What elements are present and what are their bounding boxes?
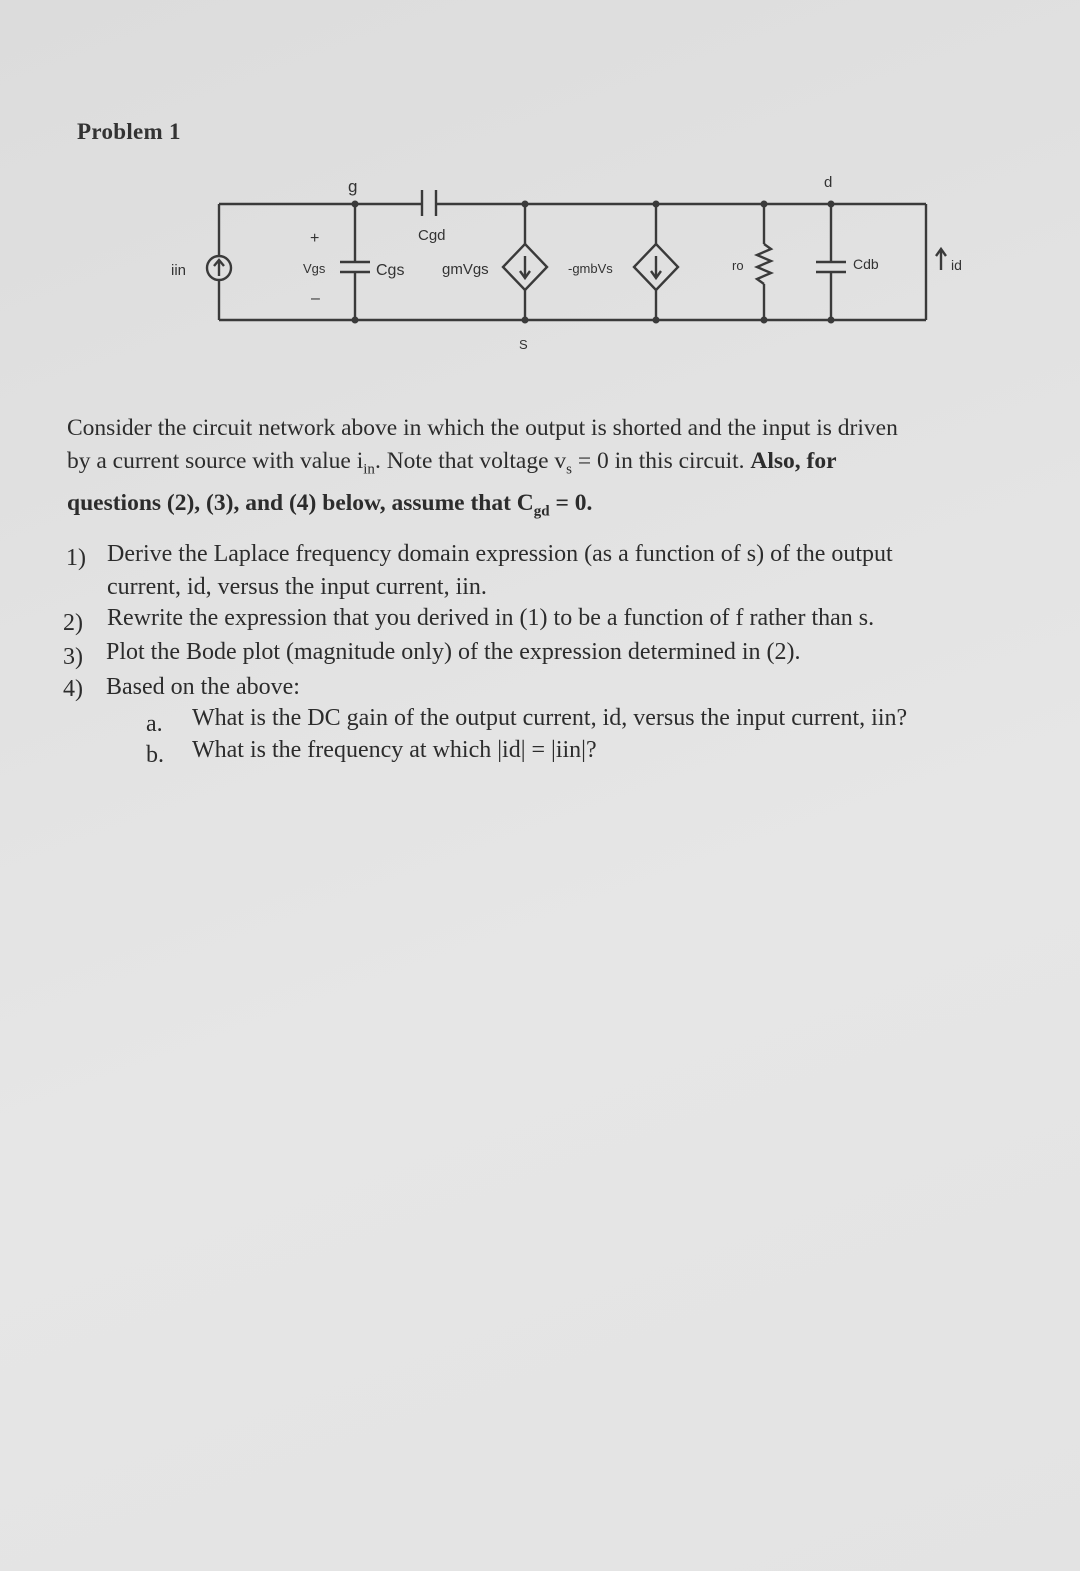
cgs-label: Cgs [376,262,405,279]
vgs-label: Vgs [303,261,326,276]
cdb-label: Cdb [853,256,879,272]
subquestion-a-text: What is the DC gain of the output current, id, versus the input current, iin? [192,705,908,731]
question-1-continuation: current, id, versus the input current, iin. [107,574,487,600]
question-4-text: Based on the above: [106,674,300,700]
question-2-number: 2) [63,610,83,636]
node-d-label: d [824,174,833,191]
intro-line-3: questions (2), (3), and (4) below, assume that $C_{gd} = 0$. [67,489,593,520]
question-1-number: 1) [66,545,86,571]
intro-paragraph [67,412,1067,528]
problem-title: Problem 1 [77,119,181,144]
question-3-number: 3) [63,644,83,670]
vgs-plus: + [310,230,320,247]
subquestion-b-text: What is the frequency at which |id| = |iin|? [192,737,597,763]
intro-line-1: Consider the circuit network above in which the output is shorted and the input is driven [67,415,898,441]
gm-label: gmVgs [442,261,489,278]
id-label: id [951,257,962,273]
question-4-number: 4) [63,676,83,702]
question-1-text: Derive the Laplace frequency domain expression (as a function of s) of the output [107,541,893,567]
intro-line-2: by a current source with value $i_{in}$. Note that voltage $v_s = 0$ in this circuit. Also, for [67,448,837,478]
subquestion-b-letter: b. [146,742,164,768]
cgd-label: Cgd [418,227,446,244]
vgs-minus: – [311,290,320,307]
gmb-label: -gmbVs [568,261,613,276]
ro-label: ro [732,258,744,273]
question-2-text: Rewrite the expression that you derived in (1) to be a function of f rather than s. [107,605,875,631]
circuit-diagram [0,0,1080,400]
question-3-text: Plot the Bode plot (magnitude only) of the expression determined in (2). [106,639,801,665]
node-g-label: g [348,177,358,196]
subquestion-a-letter: a. [146,711,163,737]
node-s-label: S [519,337,528,352]
iin-label: iin [171,262,187,279]
